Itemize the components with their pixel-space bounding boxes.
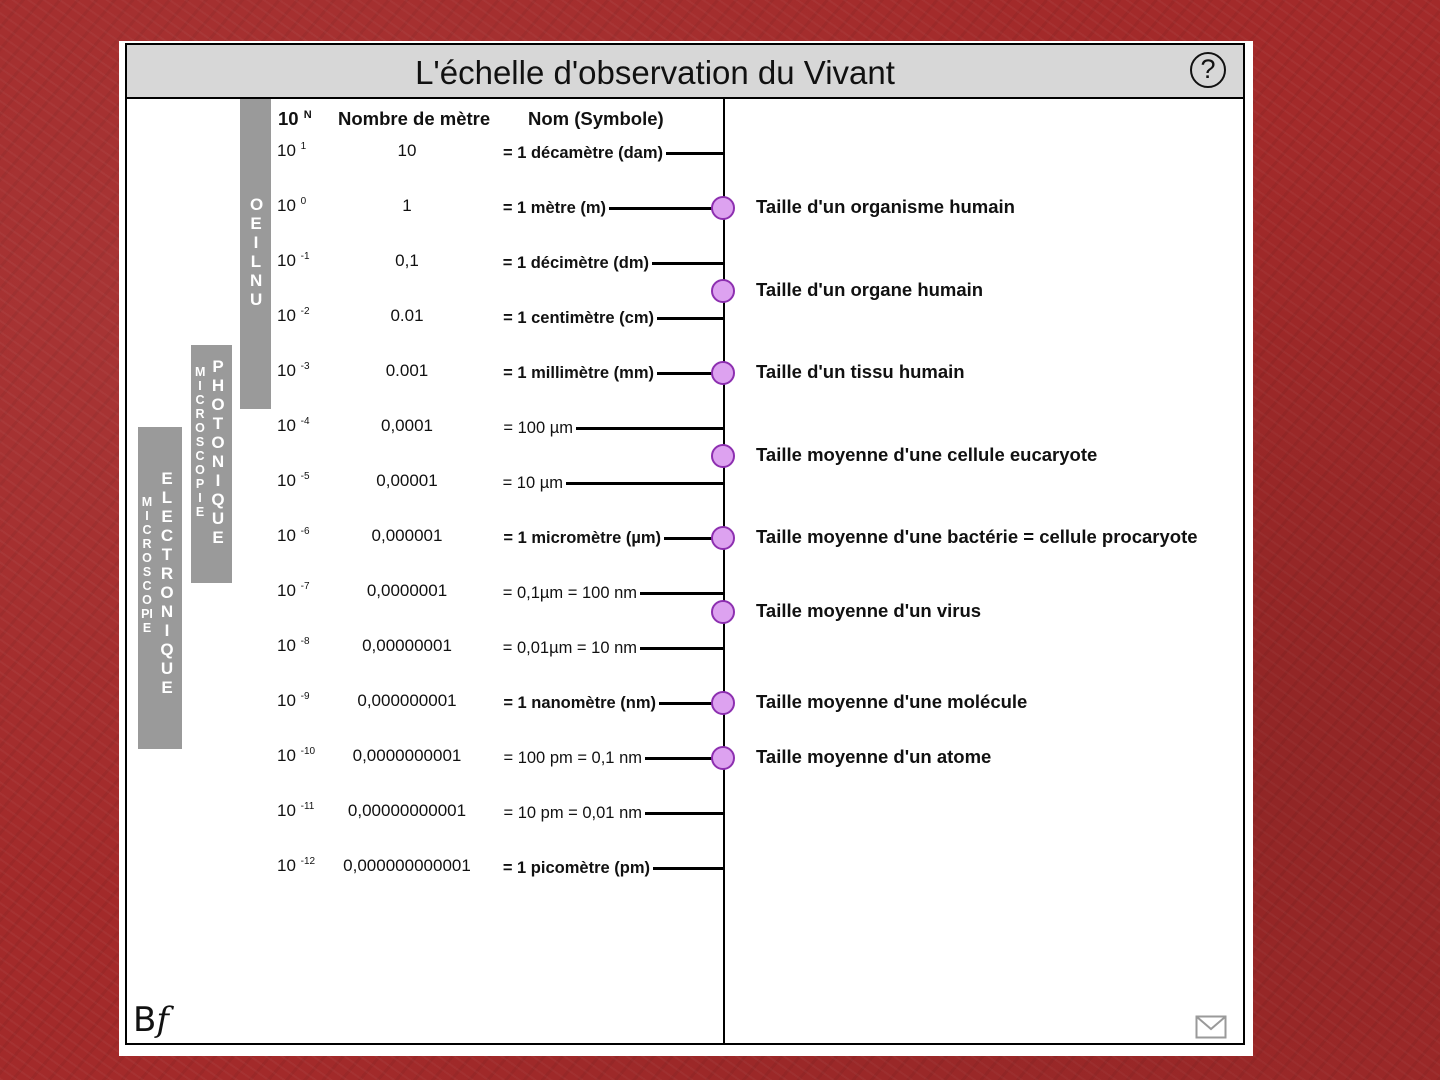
electronic-microscopy-label: MICROSCOPIE (141, 495, 153, 635)
power-base: 10 (277, 856, 296, 875)
help-icon[interactable]: ? (1190, 52, 1226, 88)
scale-frame (125, 43, 1245, 1045)
unit-name (503, 414, 725, 442)
decimal-value: 0,000000000001 (343, 856, 471, 875)
unit-label: = 1 décamètre (dam) (502, 143, 663, 162)
page-title: L'échelle d'observation du Vivant (415, 54, 895, 91)
power-header-exponent: N (303, 109, 312, 121)
decimal-value: 0,00001 (376, 471, 438, 490)
scale-row (127, 524, 725, 552)
power-exponent: -9 (300, 691, 310, 702)
scale-row (127, 249, 725, 277)
scale-row (127, 304, 725, 332)
scale-tick (640, 647, 725, 650)
scale-tick (652, 262, 725, 265)
decimal-value: 0,0001 (381, 416, 433, 435)
scale-row (127, 799, 725, 827)
power-of-ten (277, 801, 314, 821)
photonic-microscopy-sublabel: PHOTONIQUE (211, 357, 225, 548)
scale-tick (576, 427, 725, 430)
scale-row (127, 579, 725, 607)
name-column-header: Nom (Symbole) (528, 108, 664, 129)
unit-label: = 1 décimètre (dm) (502, 253, 649, 272)
power-base: 10 (277, 471, 296, 490)
unit-name (503, 139, 725, 167)
power-base: 10 (277, 526, 296, 545)
unit-name (503, 469, 725, 497)
power-exponent: -5 (300, 471, 310, 482)
unit-label: = 1 nanomètre (nm) (503, 693, 656, 712)
size-annotation: Taille moyenne d'une bactérie = cellule procaryote (756, 526, 1198, 547)
size-marker (711, 279, 735, 303)
power-exponent: -3 (300, 361, 310, 372)
size-annotation: Taille moyenne d'un virus (756, 600, 982, 622)
scale-row (127, 854, 725, 882)
scale-axis (723, 99, 725, 1043)
scale-tick (666, 152, 725, 155)
logo (133, 1000, 169, 1040)
naked-eye-label: OEIL NU (250, 195, 264, 310)
unit-label: = 10 µm (502, 473, 563, 492)
power-of-ten (277, 361, 310, 381)
scale-row (127, 194, 725, 222)
power-column-header (278, 108, 312, 130)
size-marker (711, 361, 735, 385)
scale-tick (653, 867, 725, 870)
power-exponent: -1 (300, 251, 310, 262)
unit-name (503, 689, 725, 717)
decimal-value: 0,0000000001 (352, 746, 462, 765)
power-of-ten (277, 691, 310, 711)
scale-row (127, 469, 725, 497)
decimal-value: 1 (402, 196, 412, 215)
unit-label: = 10 pm = 0,01 nm (503, 803, 642, 822)
unit-name (503, 359, 725, 387)
power-exponent: 0 (300, 196, 307, 207)
power-of-ten (277, 526, 310, 546)
photonic-microscopy-label: MICROSCOPIE (195, 365, 206, 519)
power-base: 10 (277, 361, 296, 380)
decimal-value: 0,00000001 (362, 636, 452, 655)
unit-name (503, 249, 725, 277)
unit-name (503, 579, 725, 607)
power-exponent: 1 (300, 141, 307, 152)
envelope-icon[interactable] (1195, 1015, 1227, 1039)
scale-row (127, 744, 725, 772)
size-annotation: Taille d'un organisme humain (756, 196, 1015, 217)
size-annotation: Taille moyenne d'une cellule eucaryote (756, 443, 1098, 465)
size-annotation: Taille moyenne d'une molécule (756, 691, 1028, 712)
unit-label: = 0,01µm = 10 nm (502, 638, 637, 657)
scale-row (127, 139, 725, 167)
scale-row (127, 634, 725, 662)
power-of-ten (277, 141, 306, 161)
scale-tick (566, 482, 725, 485)
power-of-ten (277, 251, 310, 271)
unit-label: = 1 micromètre (µm) (503, 528, 661, 547)
decimal-value: 0,000000001 (357, 691, 457, 710)
power-base: 10 (277, 801, 296, 820)
power-of-ten (277, 416, 310, 436)
power-of-ten (277, 471, 310, 491)
title-bar (127, 45, 1243, 99)
scale-row (127, 414, 725, 442)
power-base: 10 (277, 416, 296, 435)
power-of-ten (277, 746, 315, 766)
power-base: 10 (277, 196, 296, 215)
unit-label: = 1 millimètre (mm) (503, 363, 654, 382)
unit-label: = 0,1µm = 100 nm (502, 583, 637, 602)
power-of-ten (277, 581, 310, 601)
power-exponent: -12 (300, 856, 316, 867)
power-base: 10 (277, 581, 296, 600)
decimal-value: 0,1 (395, 251, 419, 270)
size-annotation: Taille moyenne d'un atome (756, 746, 992, 767)
power-base: 10 (277, 141, 296, 160)
decimal-value: 0.01 (390, 306, 424, 325)
unit-name (503, 634, 725, 662)
size-marker (711, 691, 735, 715)
unit-name (503, 744, 725, 772)
power-exponent: -10 (300, 746, 316, 757)
power-of-ten (277, 856, 315, 876)
power-base: 10 (277, 251, 296, 270)
decimal-value: 0.001 (385, 361, 429, 380)
power-of-ten (277, 636, 310, 656)
scale-tick (609, 207, 725, 210)
size-marker (711, 600, 735, 624)
size-marker (711, 526, 735, 550)
power-base: 10 (277, 636, 296, 655)
power-exponent: -7 (300, 581, 310, 592)
power-exponent: -8 (300, 636, 310, 647)
scale-row (127, 689, 725, 717)
decimal-value: 0,000001 (371, 526, 443, 545)
size-annotation: Taille d'un tissu humain (756, 361, 965, 382)
size-annotation: Taille d'un organe humain (756, 278, 984, 300)
unit-name (503, 194, 725, 222)
electronic-microscopy-sublabel: ELECTRONIQUE (160, 469, 174, 698)
power-exponent: -4 (300, 416, 310, 427)
decimal-value: 0,0000001 (366, 581, 448, 600)
power-exponent: -6 (300, 526, 310, 537)
decimal-value: 10 (397, 141, 417, 160)
unit-name (503, 524, 725, 552)
unit-name (503, 854, 725, 882)
power-header-base: 10 (278, 108, 299, 129)
power-of-ten (277, 196, 306, 216)
unit-name (503, 304, 725, 332)
size-marker (711, 444, 735, 468)
logo-letter: B (133, 1000, 157, 1040)
meters-column-header: Nombre de mètre (338, 108, 491, 129)
unit-label: = 1 mètre (m) (502, 198, 606, 217)
scale-panel (119, 41, 1253, 1056)
logo-script: f (156, 1000, 169, 1040)
scale-row (127, 359, 725, 387)
decimal-value: 0,00000000001 (347, 801, 467, 820)
scale-tick (640, 592, 725, 595)
unit-label: = 100 pm = 0,1 nm (503, 748, 642, 767)
scale-tick (657, 317, 725, 320)
size-marker (711, 746, 735, 770)
unit-label: = 100 µm (503, 418, 573, 437)
power-base: 10 (277, 691, 296, 710)
scale-tick (645, 812, 725, 815)
power-base: 10 (277, 746, 296, 765)
size-marker (711, 196, 735, 220)
power-of-ten (277, 306, 310, 326)
power-exponent: -11 (300, 801, 315, 812)
power-base: 10 (277, 306, 296, 325)
unit-label: = 1 centimètre (cm) (503, 308, 654, 327)
unit-name (503, 799, 725, 827)
power-exponent: -2 (300, 306, 310, 317)
unit-label: = 1 picomètre (pm) (502, 858, 650, 877)
